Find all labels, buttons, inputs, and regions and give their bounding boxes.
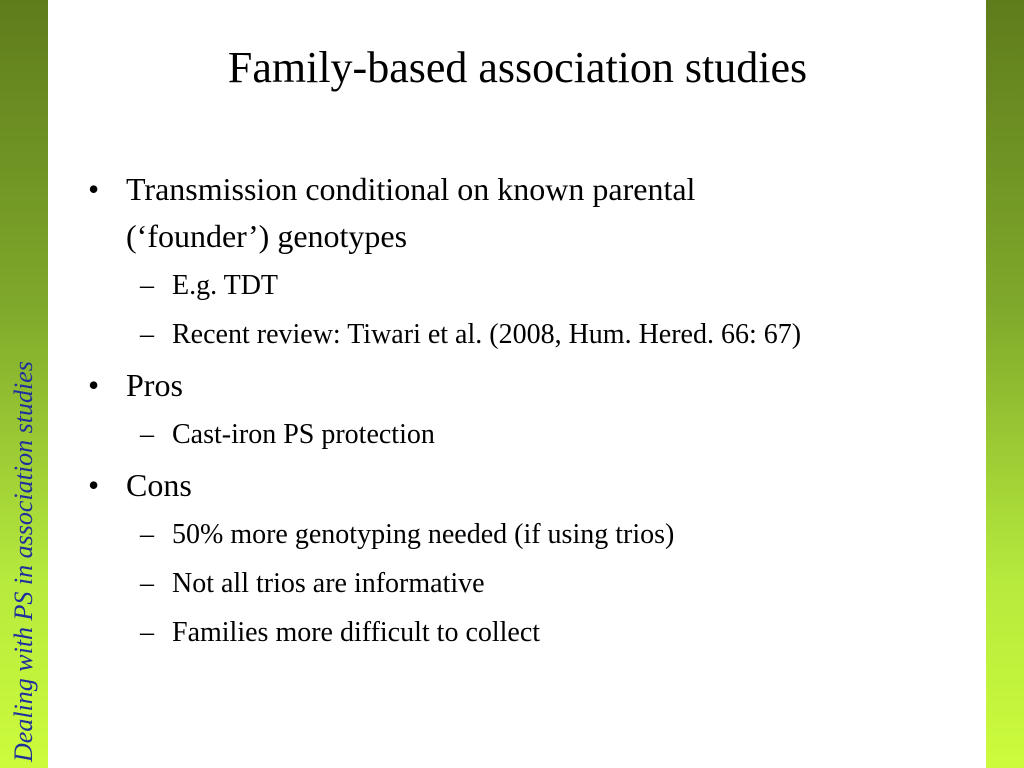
bullet-item <box>88 362 978 409</box>
dash-icon: – <box>140 419 154 450</box>
sub-bullet-text: E.g. TDT <box>172 270 279 301</box>
bullet-icon: • <box>88 467 100 503</box>
dash-icon: – <box>140 617 154 648</box>
sub-bullet-text: Cast-iron PS protection <box>172 419 435 450</box>
side-caption: Dealing with PS in association studies <box>9 361 38 762</box>
sub-bullet-text: Families more difficult to collect <box>172 617 541 648</box>
dash-icon: – <box>140 519 154 550</box>
bullet-text: Cons <box>126 467 192 503</box>
bullet-text: Transmission conditional on known parental <box>126 171 696 207</box>
right-decorative-band <box>986 0 1024 768</box>
slide-title: Family-based association studies <box>227 43 808 92</box>
bullet-icon: • <box>88 367 100 403</box>
bullet-item <box>88 462 978 509</box>
dash-icon: – <box>140 568 154 599</box>
sub-bullet-text: 50% more genotyping needed (if using trios) <box>172 519 675 550</box>
sub-bullet-text: Recent review: Tiwari et al. (2008, Hum. Hered. 66: 67) <box>172 319 802 350</box>
bullet-text: Pros <box>126 367 183 403</box>
dash-icon: – <box>140 270 154 301</box>
bullet-icon: • <box>88 171 100 207</box>
bullet-list <box>88 166 978 660</box>
sub-bullet-text: Not all trios are informative <box>172 568 485 599</box>
bullet-text-continued: (‘founder’) genotypes <box>126 218 408 254</box>
bullet-item <box>88 166 978 260</box>
sub-bullet-item <box>88 413 978 457</box>
sub-bullet-item <box>88 313 978 357</box>
sub-bullet-item <box>88 611 978 655</box>
sub-bullet-item <box>88 562 978 606</box>
sub-bullet-item <box>88 264 978 308</box>
dash-icon: – <box>140 319 154 350</box>
sub-bullet-item <box>88 513 978 557</box>
